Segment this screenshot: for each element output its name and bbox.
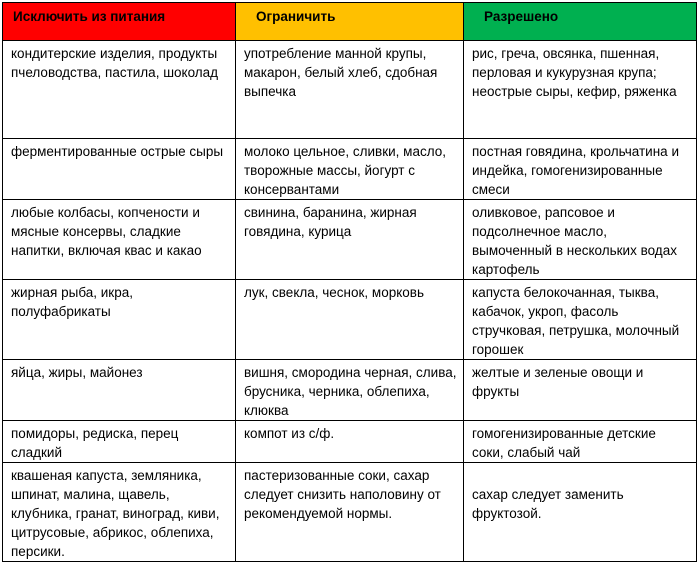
cell-limit: молоко цельное, сливки, масло, творожные массы, йогурт с консервантами [236, 139, 464, 200]
header-row [3, 3, 697, 41]
diet-table [2, 2, 697, 562]
table-row [3, 139, 697, 200]
cell-limit: вишня, смородина черная, слива, брусника, черника, облепиха, клюква [236, 360, 464, 421]
cell-limit: лук, свекла, чеснок, морковь [236, 280, 464, 360]
header-exclude: Исключить из питания [3, 3, 236, 41]
table-row [3, 360, 697, 421]
cell-limit: употребление манной крупы, макарон, белый хлеб, сдобная выпечка [236, 41, 464, 139]
header-allowed: Разрешено [464, 3, 697, 41]
table-row [3, 280, 697, 360]
cell-allowed: гомогенизированные детские соки, слабый чай [464, 421, 697, 463]
cell-exclude: квашеная капуста, земляника, шпинат, малина, щавель, клубника, гранат, виноград, киви, цитрусовые, абрикос, облепиха, персики. [3, 463, 236, 562]
cell-exclude: ферментированные острые сыры [3, 139, 236, 200]
cell-limit: свинина, баранина, жирная говядина, курица [236, 200, 464, 280]
cell-exclude: яйца, жиры, майонез [3, 360, 236, 421]
cell-limit: пастеризованные соки, сахар следует снизить наполовину от рекомендуемой нормы. [236, 463, 464, 562]
cell-limit: компот из с/ф. [236, 421, 464, 463]
cell-exclude: жирная рыба, икра, полуфабрикаты [3, 280, 236, 360]
cell-exclude: кондитерские изделия, продукты пчеловодства, пастила, шоколад [3, 41, 236, 139]
cell-allowed: постная говядина, крольчатина и индейка, гомогенизированные смеси [464, 139, 697, 200]
cell-exclude: любые колбасы, копчености и мясные консервы, сладкие напитки, включая квас и какао [3, 200, 236, 280]
cell-allowed: рис, греча, овсянка, пшенная, перловая и кукурузная крупа; неострые сыры, кефир, ряженка [464, 41, 697, 139]
table-row [3, 200, 697, 280]
table-row [3, 41, 697, 139]
cell-allowed: оливковое, рапсовое и подсолнечное масло, вымоченный в нескольких водах картофель [464, 200, 697, 280]
cell-allowed: желтые и зеленые овощи и фрукты [464, 360, 697, 421]
header-limit: Ограничить [236, 3, 464, 41]
table-row [3, 421, 697, 463]
cell-allowed: капуста белокочанная, тыква, кабачок, укроп, фасоль стручковая, петрушка, молочный горошек [464, 280, 697, 360]
cell-allowed: сахар следует заменить фруктозой. [464, 463, 697, 562]
table-row [3, 463, 697, 562]
cell-exclude: помидоры, редиска, перец сладкий [3, 421, 236, 463]
